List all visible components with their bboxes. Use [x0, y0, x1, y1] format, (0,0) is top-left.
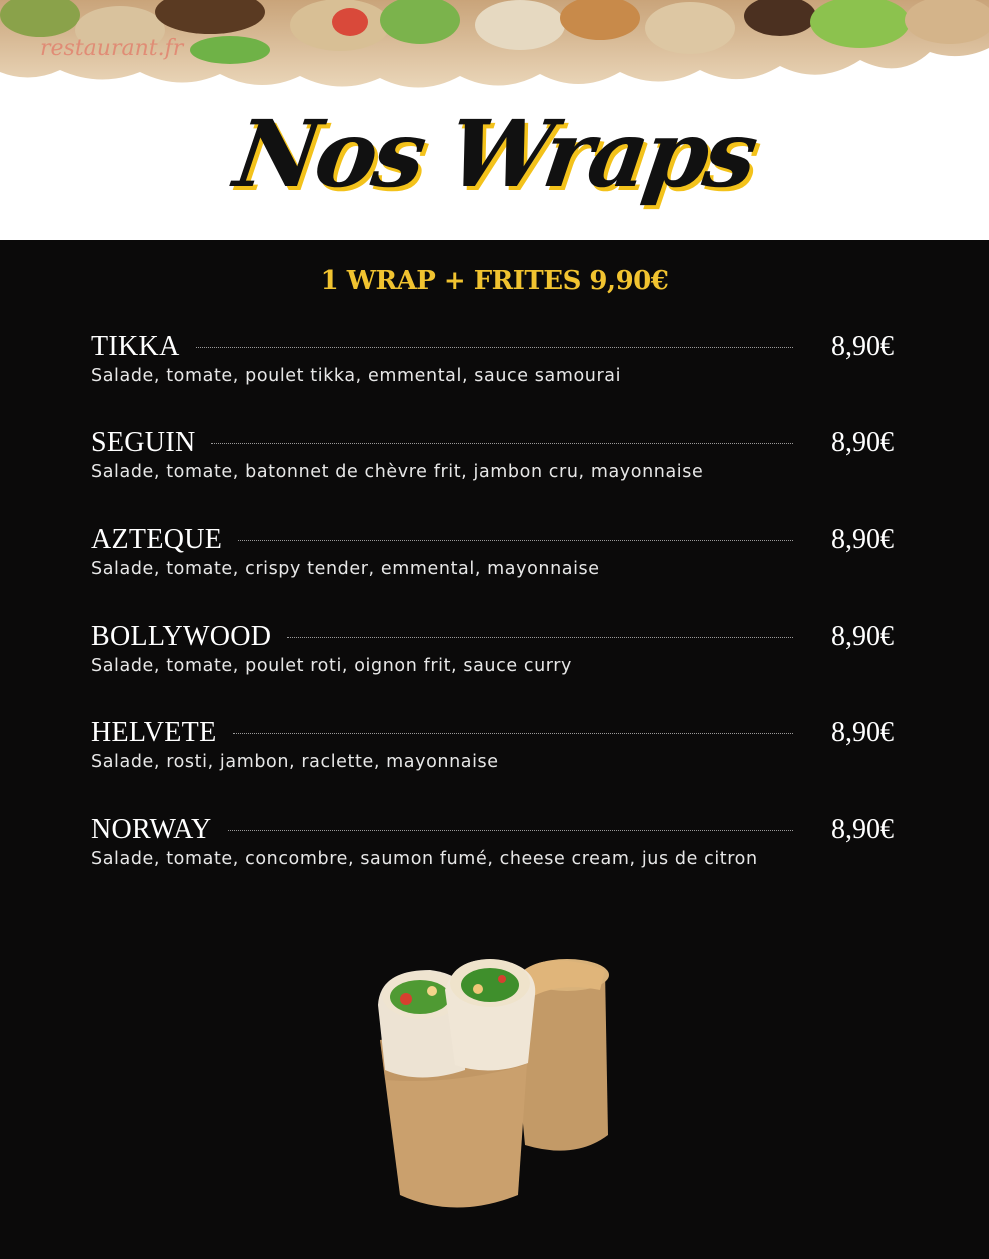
header-band — [0, 0, 989, 240]
menu-item — [91, 620, 894, 690]
page-title: Nos Wraps — [228, 100, 761, 208]
item-description: Salade, rosti, jambon, raclette, mayonnaise — [91, 752, 499, 772]
item-description: Salade, tomate, crispy tender, emmental, mayonnaise — [91, 559, 600, 579]
dotted-leader — [233, 733, 794, 734]
dotted-leader — [196, 347, 793, 348]
item-description: Salade, tomate, poulet tikka, emmental, sauce samourai — [91, 366, 622, 386]
menu-item — [91, 330, 894, 400]
menu-item — [91, 426, 894, 496]
item-name: TIKKA — [91, 331, 180, 362]
item-name: AZTEQUE — [91, 524, 223, 555]
item-name: HELVETE — [91, 717, 217, 748]
item-description: Salade, tomate, concombre, saumon fumé, cheese cream, jus de citron — [91, 849, 758, 869]
wraps-photo — [360, 945, 630, 1220]
item-description: Salade, tomate, poulet roti, oignon frit, sauce curry — [91, 656, 573, 676]
item-price: 8,90€ — [831, 814, 894, 845]
item-price: 8,90€ — [831, 524, 894, 555]
item-name: SEGUIN — [91, 427, 196, 458]
item-price: 8,90€ — [831, 621, 894, 652]
menu-item — [91, 813, 894, 883]
item-price: 8,90€ — [831, 717, 894, 748]
dotted-leader — [211, 443, 793, 444]
menu-item — [91, 716, 894, 786]
menu-item — [91, 523, 894, 593]
item-name: BOLLYWOOD — [91, 621, 272, 652]
item-price: 8,90€ — [831, 427, 894, 458]
dotted-leader — [238, 540, 793, 541]
dotted-leader — [228, 830, 793, 831]
item-name: NORWAY — [91, 814, 212, 845]
item-price: 8,90€ — [831, 331, 894, 362]
dotted-leader — [287, 637, 793, 638]
combo-offer: 1 WRAP + FRITES 9,90€ — [320, 266, 669, 296]
item-description: Salade, tomate, batonnet de chèvre frit, jambon cru, mayonnaise — [91, 462, 704, 482]
watermark-text: restaurant.fr — [40, 36, 184, 61]
